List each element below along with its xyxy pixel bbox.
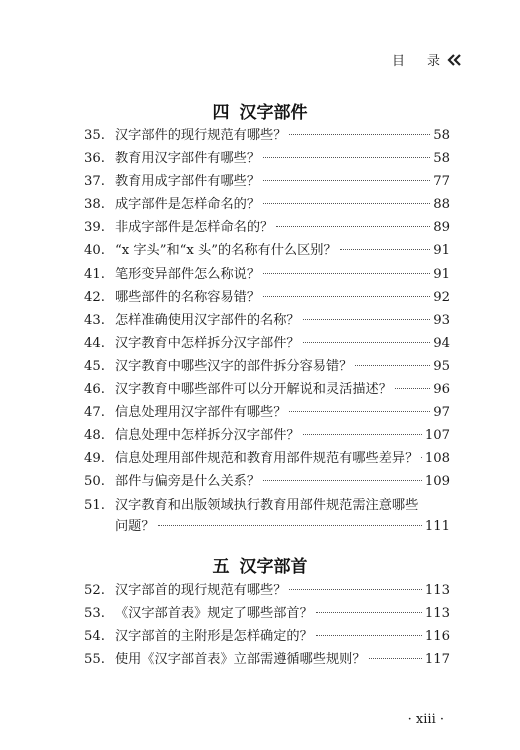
- section-title-4: [0, 98, 520, 123]
- toc-entry-42[interactable]: [84, 286, 450, 309]
- dot-leader: [263, 296, 430, 297]
- dot-leader: [395, 388, 430, 389]
- entry-title: 汉字教育中哪些部件可以分开解说和灵活描述？: [115, 382, 392, 398]
- entry-page: 91: [433, 266, 450, 282]
- toc-entry-54[interactable]: [84, 625, 450, 648]
- entry-title: 汉字部件的现行规范有哪些？: [115, 128, 287, 143]
- entry-page: 93: [433, 312, 450, 328]
- entry-number: 51.: [84, 497, 105, 513]
- toc-entry-35[interactable]: [84, 124, 450, 147]
- section-heading: 汉字部件: [239, 103, 308, 123]
- entry-title: 信息处理中怎样拆分汉字部件？: [115, 428, 300, 444]
- entry-page: 91: [433, 243, 450, 259]
- entry-title: 汉字教育中哪些汉字的部件拆分容易错？: [115, 358, 353, 374]
- dot-leader: [289, 411, 430, 412]
- entry-page: 113: [424, 583, 450, 598]
- entry-page: 89: [433, 220, 450, 236]
- page-number: · xiii ·: [407, 712, 444, 727]
- entry-number: 47.: [84, 405, 105, 421]
- toc-entry-40[interactable]: [84, 239, 450, 262]
- entry-number: 48.: [84, 428, 105, 444]
- entry-title: 信息处理用部件规范和教育用部件规范有哪些差异？: [115, 451, 419, 467]
- dot-leader: [303, 319, 431, 320]
- entry-number: 44.: [84, 335, 105, 351]
- toc-entry-46[interactable]: [84, 378, 450, 401]
- entry-page: 58: [433, 128, 450, 143]
- dot-leader: [263, 480, 422, 481]
- entry-number: 55.: [84, 652, 105, 668]
- entry-title: 信息处理用汉字部件有哪些？: [115, 405, 287, 421]
- entry-number: 54.: [84, 629, 105, 645]
- entry-page: 94: [433, 335, 450, 351]
- toc-list-section-4: [84, 124, 450, 538]
- toc-entry-45[interactable]: [84, 355, 450, 378]
- dot-leader: [263, 180, 430, 181]
- entry-number: 39.: [84, 220, 105, 236]
- toc-entry-37[interactable]: [84, 170, 450, 193]
- entry-page: 108: [424, 451, 450, 467]
- entry-page: 111: [424, 518, 450, 534]
- toc-entry-43[interactable]: [84, 309, 450, 332]
- toc-entry-51[interactable]: [84, 494, 450, 538]
- dot-leader: [303, 434, 422, 435]
- entry-number: 49.: [84, 451, 105, 467]
- entry-page: 95: [433, 358, 450, 374]
- entry-number: 53.: [84, 606, 105, 622]
- toc-entry-38[interactable]: [84, 193, 450, 216]
- running-head-text-a: 目: [391, 54, 405, 69]
- entry-number: 37.: [84, 174, 105, 190]
- dot-leader: [355, 365, 430, 366]
- section-number: 四: [212, 103, 230, 123]
- entry-number: 35.: [84, 128, 105, 143]
- dot-leader: [340, 249, 431, 250]
- entry-title: 教育用汉字部件有哪些？: [115, 151, 261, 167]
- entry-page: 77: [433, 174, 450, 190]
- section-heading: 汉字部首: [239, 557, 308, 577]
- toc-entry-49[interactable]: [84, 447, 450, 470]
- entry-page: 107: [424, 428, 450, 444]
- entry-title: 哪些部件的名称容易错？: [115, 289, 261, 305]
- dot-leader: [276, 226, 430, 227]
- dot-leader: [289, 134, 430, 135]
- entry-title-line-1: 汉字教育和出版领域执行教育用部件规范需注意哪些: [115, 497, 419, 513]
- entry-title: 使用《汉字部首表》立部需遵循哪些规则？: [115, 652, 366, 668]
- dot-leader: [263, 157, 430, 158]
- entry-title: 汉字部首的主附形是怎样确定的？: [115, 629, 313, 645]
- running-head: [392, 50, 462, 69]
- entry-number: 52.: [84, 583, 105, 598]
- entry-page: 116: [424, 629, 450, 645]
- entry-page: 58: [433, 151, 450, 167]
- entry-title: 非成字部件是怎样命名的？: [115, 220, 274, 236]
- entry-page: 92: [433, 289, 450, 305]
- dot-leader: [316, 612, 422, 613]
- entry-number: 50.: [84, 474, 105, 490]
- entry-title: 部件与偏旁是什么关系？: [115, 474, 261, 490]
- dot-leader: [369, 658, 422, 659]
- entry-title: 汉字部首的现行规范有哪些？: [115, 583, 287, 598]
- toc-entry-39[interactable]: [84, 216, 450, 239]
- entry-number: 38.: [84, 197, 105, 213]
- running-head-text-b: 录: [426, 54, 440, 69]
- dot-leader: [263, 203, 430, 204]
- dot-leader: [158, 525, 422, 526]
- entry-number: 45.: [84, 358, 105, 374]
- section-number: 五: [212, 557, 230, 577]
- entry-number: 41.: [84, 266, 105, 282]
- entry-title: 笔形变异部件怎么称说？: [115, 266, 261, 282]
- entry-title: 《汉字部首表》规定了哪些部首？: [115, 606, 313, 622]
- dot-leader: [421, 457, 422, 458]
- toc-entry-48[interactable]: [84, 424, 450, 447]
- entry-number: 43.: [84, 312, 105, 328]
- dot-leader: [263, 273, 430, 274]
- toc-entry-41[interactable]: [84, 263, 450, 286]
- entry-page: 113: [424, 606, 450, 622]
- section-title-5: [0, 552, 520, 577]
- toc-list-section-5: [84, 579, 450, 671]
- dot-leader: [316, 635, 422, 636]
- entry-title: 汉字教育中怎样拆分汉字部件？: [115, 335, 300, 351]
- toc-entry-53[interactable]: [84, 602, 450, 625]
- dot-leader: [303, 342, 431, 343]
- entry-title: 教育用成字部件有哪些？: [115, 174, 261, 190]
- entry-title: 怎样准确使用汉字部件的名称？: [115, 312, 300, 328]
- entry-page: 109: [424, 474, 450, 490]
- toc-entry-44[interactable]: [84, 332, 450, 355]
- entry-page: 97: [433, 405, 450, 421]
- toc-entry-36[interactable]: [84, 147, 450, 170]
- toc-entry-50[interactable]: [84, 470, 450, 493]
- entry-page: 117: [424, 652, 450, 668]
- toc-entry-55[interactable]: [84, 648, 450, 671]
- entry-page: 96: [433, 382, 450, 398]
- entry-title: 成字部件是怎样命名的？: [115, 197, 261, 213]
- entry-number: 40.: [84, 243, 105, 259]
- entry-page: 88: [433, 197, 450, 213]
- double-chevron-left-icon: [446, 53, 462, 67]
- entry-title: 问题？: [115, 518, 155, 534]
- entry-number: 36.: [84, 151, 105, 167]
- entry-title: “ⅹ 字头”和“ⅹ 头”的名称有什么区别？: [115, 243, 337, 259]
- dot-leader: [289, 589, 421, 590]
- toc-entry-47[interactable]: [84, 401, 450, 424]
- entry-number: 42.: [84, 289, 105, 305]
- toc-entry-52[interactable]: [84, 579, 450, 602]
- entry-number: 46.: [84, 382, 105, 398]
